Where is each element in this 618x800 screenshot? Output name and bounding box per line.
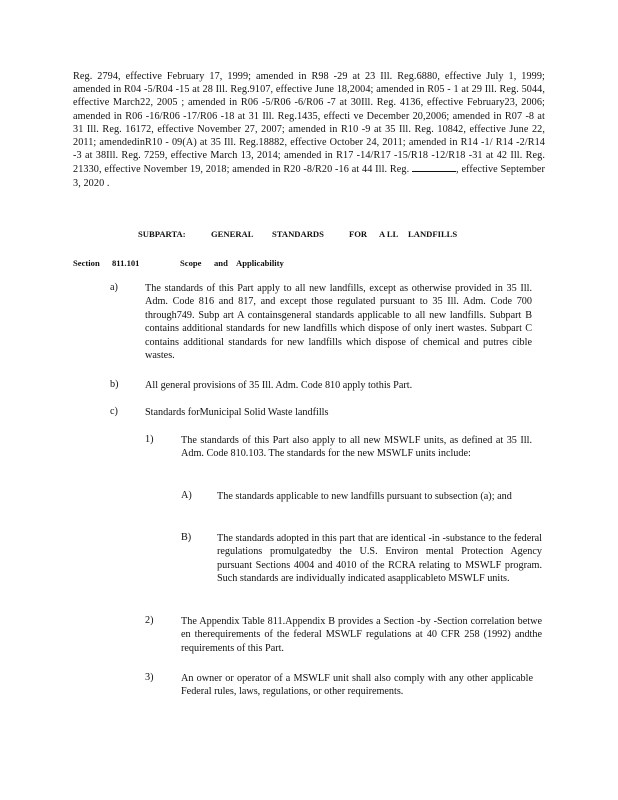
- section-title-word: Applicability: [236, 258, 284, 268]
- section-number: 811.101: [112, 258, 140, 268]
- item-c3-label: 3): [145, 672, 154, 683]
- item-cA-text: The standards applicable to new landfills pursuant to subsection (a); and: [217, 491, 512, 502]
- amendment-history-effective: effective September 3, 2020 .: [73, 164, 545, 189]
- item-cA-label: A): [181, 490, 192, 501]
- item-a-label: a): [110, 282, 118, 293]
- subpart-title-word: GENERAL: [211, 229, 254, 239]
- subpart-title-word: A LL: [379, 229, 399, 239]
- section-title-word: Scope: [180, 258, 202, 268]
- item-c3-text: An owner or operator of a MSWLF unit shall also comply with any other applicable Federal rules, laws, regulations, or other requirements.: [181, 673, 533, 698]
- item-c-text: Standards forMunicipal Solid Waste landfills: [145, 407, 329, 418]
- item-c2-label: 2): [145, 615, 154, 626]
- item-cB-text: The standards adopted in this part that are identical -in -substance to the federal regulations promulgatedby the U.S. Environ mental Protection Agency pursuant Sections 4004 and 4010 of the RCRA relating to MSWLF program. Such standards are individually indicated asapplicableto MSWLF units.: [217, 533, 542, 585]
- amendment-history-text: Reg. 2794, effective February 17, 1999; amended in R98 -29 at 23 Ill. Reg.6880, effective July 1, 1999; amended in R04 -5/R04 -15 at 28 Ill. Reg.9107, effective June 18,2004; amended in R05 - 1 at 29 Ill. Reg. 5044, effective March22, 2005 ; amended in R06 -5/R06 -6/R06 -7 at 30Ill. Reg. 4136, effective February23, 2006; amended in R06 -16/R06 -17/R06 -18 at 31 Ill. Reg.1435, effecti ve December 20,2006; amended in R07 -8 at 31 Ill. Reg. 16172, effective November 27, 2007; amended in R10 -9 at 35 Ill. Reg. 10842, effective June 22, 2011; amendedinR10 - 09(A) at 35 Ill. Reg.18882, effective October 24, 2011; amended in R14 -1/ R14 -2/R14 -3 at 38Ill. Reg. 7259, effective March 13, 2014; amended in R17 -14/R17 -15/R18 -12/R18 -31 at 42 Ill. Reg. 21330, effective November 19, 2018; amended in R20 -8/R20 -16 at 44 Ill. Reg.: [73, 71, 545, 176]
- subpart-title-word: STANDARDS: [272, 229, 324, 239]
- amendment-history: Reg. 2794, effective February 17, 1999; amended in R98 -29 at 23 Ill. Reg.6880, effective July 1, 1999; amended in R04 -5/R04 -15 at 28 Ill. Reg.9107, effective June 18,2004; amended in R05 - 1 at 29 Ill. Reg. 5044, effective March22, 2005 ; amended in R06 -5/R06 -6/R06 -7 at 30Ill. Reg. 4136, effective February23, 2006; amended in R06 -16/R06 -17/R06 -18 at 31 Ill. Reg.1435, effecti ve December 20,2006; amended in R07 -8 at 31 Ill. Reg. 16172, effective November 27, 2007; amended in R10 -9 at 35 Ill. Reg. 10842, effective June 22, 2011; amendedinR10 - 09(A) at 35 Ill. Reg.18882, effective October 24, 2011; amended in R14 -1/ R14 -2/R14 -3 at 38Ill. Reg. 7259, effective March 13, 2014; amended in R17 -14/R17 -15/R18 -12/R18 -31 at 42 Ill. Reg. 21330, effective November 19, 2018; amended in R20 -8/R20 -16 at 44 Ill. Reg. , effective September 3, 2020 .: [73, 71, 545, 189]
- item-b-label: b): [110, 379, 119, 390]
- item-c2-text: The Appendix Table 811.Appendix B provides a Section -by -Section correlation betwe en therequirements of the federal MSWLF regulations at 40 CFR 258 (1992) andthe requirements of this Part.: [181, 616, 542, 654]
- item-c-label: c): [110, 406, 118, 417]
- subpart-label: SUBPARTA:: [138, 229, 186, 239]
- item-a-text: The standards of this Part apply to all new landfills, except as otherwise provided in 35 Ill. Adm. Code 816 and 817, and except those regulated pursuant to 35 Ill. Adm. Code 700 through749. Subp art A containsgeneral standards applicable to all new landfills. Subpart B contains additional standards for new landfills which dispose of only inert wastes. Subpart C contains additional standards for new landfills which dispose of chemical and putres cible wastes.: [145, 283, 532, 362]
- item-b-text: All general provisions of 35 Ill. Adm. Code 810 apply tothis Part.: [145, 380, 413, 391]
- item-c1-text: The standards of this Part also apply to all new MSWLF units, as defined at 35 Ill. Adm. Code 810.103. The standards for the new MSWLF units include:: [181, 435, 532, 460]
- section-label: Section: [73, 258, 100, 268]
- subpart-title-word: FOR: [349, 229, 368, 239]
- section-title-word: and: [214, 258, 228, 268]
- item-c1-label: 1): [145, 434, 154, 445]
- blank-register-number: [412, 162, 456, 172]
- item-cB-label: B): [181, 532, 192, 543]
- subpart-title-word: LANDFILLS: [408, 229, 458, 239]
